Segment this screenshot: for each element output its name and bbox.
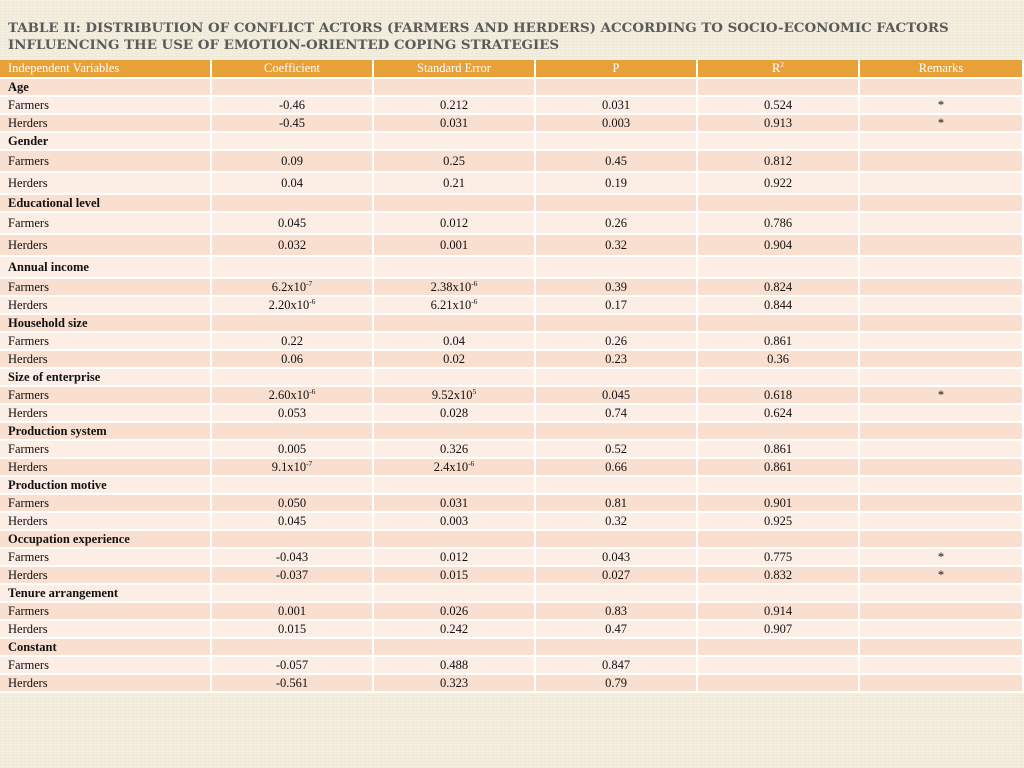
coefficient-cell: 0.001 (212, 603, 374, 621)
coefficient-cell: 0.032 (212, 235, 374, 257)
std-error-cell: 0.326 (374, 441, 536, 459)
r2-base: R (771, 61, 781, 75)
group-label: Educational level (0, 195, 212, 213)
coefficient-cell: -0.057 (212, 657, 374, 675)
coefficient-cell: 0.09 (212, 151, 374, 173)
group-label: Age (0, 79, 212, 97)
col-header-coefficient: Coefficient (212, 60, 374, 79)
r2-cell: 0.775 (698, 549, 860, 567)
r2-cell: 0.922 (698, 173, 860, 195)
p-cell: 0.027 (536, 567, 698, 585)
row-label: Herders (0, 459, 212, 477)
std-error-cell: 0.21 (374, 173, 536, 195)
remarks-cell (860, 657, 1024, 675)
table-row (0, 151, 1024, 173)
remarks-cell (860, 297, 1024, 315)
table-row (0, 621, 1024, 639)
table-row (0, 333, 1024, 351)
r2-cell: 0.844 (698, 297, 860, 315)
row-label: Farmers (0, 151, 212, 173)
std-error-cell (374, 297, 536, 315)
group-row-gender (0, 133, 1024, 151)
p-cell: 0.47 (536, 621, 698, 639)
se-mantissa: 2.38x10 (430, 279, 472, 294)
remarks-cell (860, 213, 1024, 235)
remarks-cell (860, 495, 1024, 513)
coefficient-cell: 0.050 (212, 495, 374, 513)
r2-cell: 0.524 (698, 97, 860, 115)
coef-exponent: -6 (309, 386, 316, 396)
remarks-cell: * (860, 387, 1024, 405)
row-label: Farmers (0, 603, 212, 621)
coef-mantissa: 6.2x10 (271, 279, 307, 294)
p-cell: 0.32 (536, 235, 698, 257)
regression-table (0, 60, 1024, 693)
r2-superscript: 2 (780, 60, 785, 69)
p-cell: 0.74 (536, 405, 698, 423)
r2-cell: 0.913 (698, 115, 860, 133)
group-row-annual-income (0, 257, 1024, 279)
p-cell: 0.847 (536, 657, 698, 675)
coefficient-cell: 0.053 (212, 405, 374, 423)
remarks-cell: * (860, 97, 1024, 115)
coefficient-cell (212, 297, 374, 315)
table-row (0, 603, 1024, 621)
coefficient-cell: 0.005 (212, 441, 374, 459)
table-header-row (0, 60, 1024, 79)
se-exponent: -6 (471, 296, 478, 306)
coefficient-cell: -0.561 (212, 675, 374, 693)
remarks-cell (860, 621, 1024, 639)
p-cell: 0.32 (536, 513, 698, 531)
row-label: Farmers (0, 387, 212, 405)
remarks-cell (860, 513, 1024, 531)
group-row-occupation-experience (0, 531, 1024, 549)
col-header-r2 (698, 60, 860, 79)
r2-cell: 0.624 (698, 405, 860, 423)
row-label: Herders (0, 405, 212, 423)
coefficient-cell: 0.045 (212, 513, 374, 531)
coefficient-cell: 0.04 (212, 173, 374, 195)
p-cell: 0.23 (536, 351, 698, 369)
col-header-standard-error: Standard Error (374, 60, 536, 79)
se-mantissa: 6.21x10 (430, 297, 472, 312)
row-label: Herders (0, 235, 212, 257)
row-label: Farmers (0, 657, 212, 675)
p-cell: 0.031 (536, 97, 698, 115)
r2-cell: 0.925 (698, 513, 860, 531)
group-label: Production system (0, 423, 212, 441)
p-cell: 0.26 (536, 333, 698, 351)
r2-cell (698, 675, 860, 693)
remarks-cell (860, 151, 1024, 173)
coefficient-cell: -0.037 (212, 567, 374, 585)
table-title: TABLE II: DISTRIBUTION OF CONFLICT ACTORS (FARMERS AND HERDERS) ACCORDING TO SOCIO-ECONOMIC FACTORS INFLUENCING THE USE OF EMOTION-ORIENTED COPING STRATEGIES (8, 20, 949, 53)
row-label: Farmers (0, 549, 212, 567)
group-row-household-size (0, 315, 1024, 333)
std-error-cell: 0.012 (374, 549, 536, 567)
coefficient-cell (212, 279, 374, 297)
table-row (0, 213, 1024, 235)
se-mantissa: 2.4x10 (433, 459, 469, 474)
r2-cell: 0.832 (698, 567, 860, 585)
remarks-cell (860, 173, 1024, 195)
col-header-variables: Independent Variables (0, 60, 212, 79)
p-cell: 0.45 (536, 151, 698, 173)
std-error-cell: 0.015 (374, 567, 536, 585)
p-cell: 0.81 (536, 495, 698, 513)
se-exponent: -6 (471, 278, 478, 288)
group-label: Gender (0, 133, 212, 151)
std-error-cell (374, 459, 536, 477)
row-label: Herders (0, 115, 212, 133)
p-cell: 0.17 (536, 297, 698, 315)
coefficient-cell: -0.043 (212, 549, 374, 567)
remarks-cell (860, 675, 1024, 693)
r2-cell: 0.861 (698, 333, 860, 351)
r2-cell: 0.907 (698, 621, 860, 639)
p-cell: 0.79 (536, 675, 698, 693)
remarks-cell (860, 351, 1024, 369)
std-error-cell: 0.488 (374, 657, 536, 675)
table-row (0, 351, 1024, 369)
row-label: Farmers (0, 279, 212, 297)
se-exponent: -6 (468, 458, 475, 468)
remarks-cell (860, 235, 1024, 257)
p-cell: 0.66 (536, 459, 698, 477)
group-label: Annual income (0, 257, 212, 279)
group-row-age (0, 79, 1024, 97)
coefficient-cell: 0.015 (212, 621, 374, 639)
std-error-cell: 0.031 (374, 115, 536, 133)
row-label: Farmers (0, 213, 212, 235)
r2-cell: 0.861 (698, 459, 860, 477)
table-row (0, 495, 1024, 513)
table-row (0, 387, 1024, 405)
r2-cell: 0.786 (698, 213, 860, 235)
p-cell: 0.83 (536, 603, 698, 621)
p-cell: 0.26 (536, 213, 698, 235)
coefficient-cell: -0.45 (212, 115, 374, 133)
p-cell: 0.043 (536, 549, 698, 567)
group-row-production-system (0, 423, 1024, 441)
row-label: Herders (0, 297, 212, 315)
std-error-cell: 0.242 (374, 621, 536, 639)
std-error-cell: 0.001 (374, 235, 536, 257)
std-error-cell: 0.003 (374, 513, 536, 531)
group-label: Occupation experience (0, 531, 212, 549)
table-row (0, 405, 1024, 423)
table-row (0, 657, 1024, 675)
remarks-cell (860, 459, 1024, 477)
group-row-tenure-arrangement (0, 585, 1024, 603)
r2-cell (698, 657, 860, 675)
table-row (0, 115, 1024, 133)
r2-cell: 0.812 (698, 151, 860, 173)
group-label: Constant (0, 639, 212, 657)
remarks-cell (860, 333, 1024, 351)
row-label: Herders (0, 621, 212, 639)
r2-cell: 0.618 (698, 387, 860, 405)
coefficient-cell: 0.22 (212, 333, 374, 351)
row-label: Herders (0, 675, 212, 693)
remarks-cell: * (860, 567, 1024, 585)
remarks-cell (860, 405, 1024, 423)
coef-mantissa: 9.1x10 (271, 459, 307, 474)
r2-cell: 0.824 (698, 279, 860, 297)
se-exponent: 5 (472, 386, 477, 396)
table-row (0, 567, 1024, 585)
row-label: Farmers (0, 441, 212, 459)
std-error-cell: 0.25 (374, 151, 536, 173)
r2-cell: 0.904 (698, 235, 860, 257)
col-header-p: P (536, 60, 698, 79)
p-cell: 0.39 (536, 279, 698, 297)
std-error-cell: 0.323 (374, 675, 536, 693)
group-row-constant (0, 639, 1024, 657)
p-cell: 0.045 (536, 387, 698, 405)
r2-cell: 0.901 (698, 495, 860, 513)
row-label: Herders (0, 567, 212, 585)
coefficient-cell (212, 387, 374, 405)
std-error-cell: 0.04 (374, 333, 536, 351)
coef-exponent: -6 (309, 296, 316, 306)
group-label: Size of enterprise (0, 369, 212, 387)
table-row (0, 441, 1024, 459)
row-label: Farmers (0, 495, 212, 513)
table-row (0, 173, 1024, 195)
row-label: Herders (0, 351, 212, 369)
remarks-cell: * (860, 115, 1024, 133)
group-label: Production motive (0, 477, 212, 495)
table-row (0, 235, 1024, 257)
group-row-size-of-enterprise (0, 369, 1024, 387)
table-row (0, 513, 1024, 531)
group-label: Household size (0, 315, 212, 333)
std-error-cell: 0.02 (374, 351, 536, 369)
std-error-cell: 0.031 (374, 495, 536, 513)
table-row (0, 297, 1024, 315)
p-cell: 0.52 (536, 441, 698, 459)
remarks-cell (860, 441, 1024, 459)
r2-cell: 0.36 (698, 351, 860, 369)
p-cell: 0.19 (536, 173, 698, 195)
std-error-cell: 0.012 (374, 213, 536, 235)
std-error-cell: 0.026 (374, 603, 536, 621)
table-row (0, 459, 1024, 477)
table-row (0, 97, 1024, 115)
remarks-cell (860, 603, 1024, 621)
remarks-cell: * (860, 549, 1024, 567)
r2-cell: 0.914 (698, 603, 860, 621)
std-error-cell: 0.212 (374, 97, 536, 115)
coef-mantissa: 2.20x10 (268, 297, 310, 312)
remarks-cell (860, 279, 1024, 297)
r2-cell: 0.861 (698, 441, 860, 459)
coef-exponent: -7 (306, 458, 313, 468)
row-label: Farmers (0, 333, 212, 351)
group-label: Tenure arrangement (0, 585, 212, 603)
coef-exponent: -7 (306, 278, 313, 288)
row-label: Farmers (0, 97, 212, 115)
coefficient-cell: 0.045 (212, 213, 374, 235)
se-mantissa: 9.52x10 (431, 387, 473, 402)
std-error-cell (374, 387, 536, 405)
coefficient-cell: 0.06 (212, 351, 374, 369)
row-label: Herders (0, 513, 212, 531)
coef-mantissa: 2.60x10 (268, 387, 310, 402)
col-header-remarks: Remarks (860, 60, 1024, 79)
table-row (0, 279, 1024, 297)
group-row-educational-level (0, 195, 1024, 213)
group-row-production-motive (0, 477, 1024, 495)
table-row (0, 549, 1024, 567)
std-error-cell: 0.028 (374, 405, 536, 423)
coefficient-cell: -0.46 (212, 97, 374, 115)
row-label: Herders (0, 173, 212, 195)
table-row (0, 675, 1024, 693)
p-cell: 0.003 (536, 115, 698, 133)
coefficient-cell (212, 459, 374, 477)
std-error-cell (374, 279, 536, 297)
